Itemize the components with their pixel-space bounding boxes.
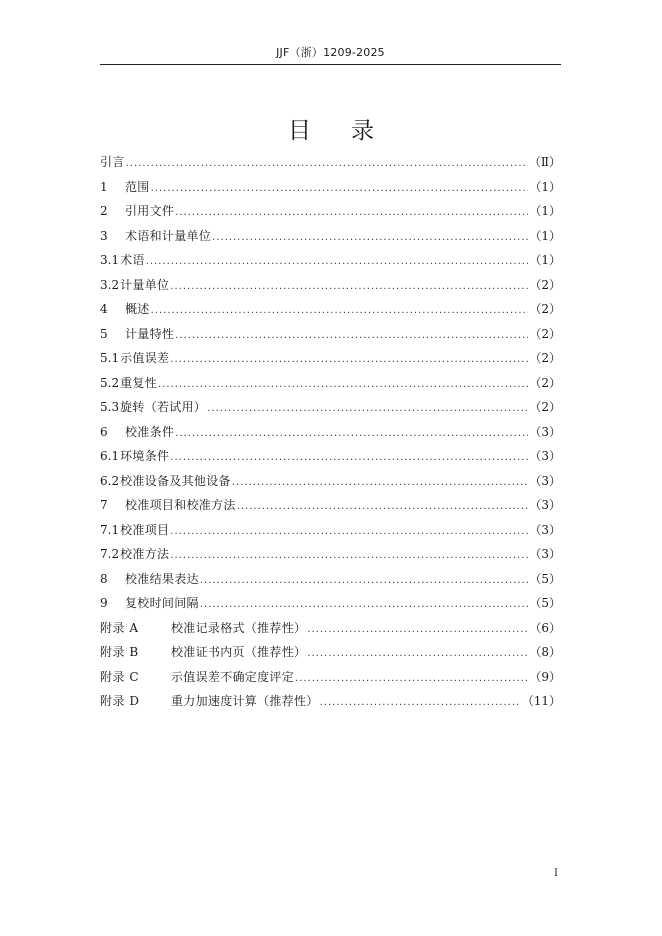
toc-entry[interactable] [100,150,561,175]
toc-entry-title: 计量单位 [120,277,170,292]
toc-entry-page: （3） [529,522,561,537]
toc-entry-number: 3.1 [100,253,120,267]
toc-entry[interactable] [100,395,561,420]
toc-entry-number: 7.2 [100,547,120,561]
page-number: I [554,868,558,879]
toc-entry-title: 校准条件 [125,424,175,439]
toc-entry-number: 5.1 [100,351,120,365]
toc-entry-title: 校准设备及其他设备 [120,473,231,488]
toc-entry[interactable] [100,493,561,518]
toc-entry-page: （1） [529,179,561,194]
toc-entry-number: 附录 A [100,620,139,635]
toc-entry-title: 引用文件 [125,204,175,218]
toc-entry-number: 3.2 [100,277,120,292]
toc-entry-number: 8 [100,571,108,586]
toc-entry[interactable] [100,444,561,469]
toc-entry-number: 6.2 [100,473,120,488]
table-of-contents [100,150,561,714]
toc-dot-leader [200,593,529,618]
toc-entry[interactable] [100,567,561,592]
toc-entry-title: 范围 [125,179,150,194]
toc-dot-leader [146,250,529,275]
toc-entry-page: （5） [529,596,561,610]
toc-entry[interactable] [100,273,561,298]
toc-entry-number: 附录 D [100,694,140,708]
toc-entry-number: 9 [100,596,108,610]
toc-dot-leader [170,348,528,373]
toc-entry-title: 校准方法 [120,547,170,561]
toc-entry-title: 计量特性 [125,326,175,341]
toc-entry-page: （2） [529,400,561,414]
toc-dot-leader [320,691,521,716]
toc-dot-leader [170,446,528,471]
toc-entry-page: （1） [529,228,561,243]
toc-dot-leader [170,520,528,545]
toc-entry-page: （6） [529,620,561,635]
running-header: JJF（浙）1209-2025 [276,46,385,59]
toc-entry-number: 3 [100,228,108,243]
toc-entry-number: 1 [100,179,108,194]
toc-entry-page: （3） [529,473,561,488]
toc-entry-number: 7.1 [100,522,120,537]
toc-dot-leader [151,177,529,202]
toc-entry[interactable] [100,689,561,714]
toc-dot-leader [307,618,528,643]
toc-entry-title: 术语 [120,253,145,267]
toc-dot-leader [232,471,529,496]
toc-entry-number: 4 [100,302,108,316]
toc-entry-title: 校准证书内页（推荐性） [171,645,307,659]
toc-entry-title: 复校时间间隔 [125,596,199,610]
toc-entry[interactable] [100,371,561,396]
toc-entry[interactable] [100,616,561,641]
toc-entry-page: （2） [529,277,561,292]
toc-entry-title: 示值误差不确定度评定 [171,669,295,684]
toc-entry-page: （2） [529,351,561,365]
toc-entry-title: 校准记录格式（推荐性） [171,620,307,635]
toc-entry-title: 引言 [100,155,125,169]
toc-dot-leader [158,373,528,398]
toc-entry[interactable] [100,542,561,567]
toc-dot-leader [307,642,528,667]
toc-dot-leader [237,495,529,520]
toc-entry-page: （3） [529,498,561,512]
toc-entry-number: 2 [100,204,108,218]
toc-entry-title: 概述 [125,302,150,316]
toc-entry[interactable] [100,224,561,249]
toc-entry[interactable] [100,199,561,224]
toc-entry[interactable] [100,420,561,445]
toc-entry-title: 术语和计量单位 [125,228,212,243]
toc-entry-page: （Ⅱ） [528,155,561,169]
toc-dot-leader [295,667,528,692]
toc-entry-page: （2） [529,375,561,390]
toc-entry-number: 5.3 [100,400,120,414]
toc-dot-leader [175,201,528,226]
toc-entry-title: 校准项目 [120,522,170,537]
toc-dot-leader [126,152,528,177]
toc-dot-leader [170,544,528,569]
page-title: 目录 [288,118,414,144]
toc-entry-title: 示值误差 [120,351,170,365]
toc-dot-leader [175,324,528,349]
toc-entry[interactable] [100,469,561,494]
header-rule [100,64,561,65]
toc-entry-number: 5 [100,326,108,341]
toc-dot-leader [212,226,528,251]
toc-entry-page: （9） [529,669,561,684]
toc-entry[interactable] [100,297,561,322]
toc-dot-leader [170,275,528,300]
toc-entry-number: 6 [100,424,108,439]
toc-entry-page: （8） [529,645,561,659]
toc-entry-page: （3） [529,449,561,463]
toc-entry-number: 7 [100,498,108,512]
toc-entry-title: 重力加速度计算（推荐性） [171,694,319,708]
toc-entry-page: （2） [529,302,561,316]
toc-entry-title: 旋转（若试用） [120,400,207,414]
toc-entry[interactable] [100,591,561,616]
toc-entry-number: 附录 C [100,669,139,684]
toc-entry[interactable] [100,248,561,273]
toc-entry-page: （3） [529,547,561,561]
toc-entry-page: （5） [529,571,561,586]
toc-entry-page: （1） [529,204,561,218]
toc-entry-page: （3） [529,424,561,439]
toc-entry-page: （2） [529,326,561,341]
toc-entry-title: 环境条件 [120,449,170,463]
toc-dot-leader [207,397,528,422]
toc-dot-leader [200,569,529,594]
toc-entry-title: 校准项目和校准方法 [125,498,236,512]
toc-entry-page: （1） [529,253,561,267]
toc-entry[interactable] [100,518,561,543]
toc-entry-title: 重复性 [120,375,157,390]
toc-entry-title: 校准结果表达 [125,571,199,586]
toc-entry[interactable] [100,346,561,371]
toc-entry[interactable] [100,322,561,347]
toc-entry-number: 附录 B [100,645,139,659]
toc-dot-leader [151,299,529,324]
toc-entry[interactable] [100,665,561,690]
toc-entry-page: （11） [521,694,561,708]
toc-dot-leader [175,422,528,447]
toc-entry[interactable] [100,175,561,200]
toc-entry-number: 5.2 [100,375,120,390]
toc-entry-number: 6.1 [100,449,120,463]
toc-entry[interactable] [100,640,561,665]
